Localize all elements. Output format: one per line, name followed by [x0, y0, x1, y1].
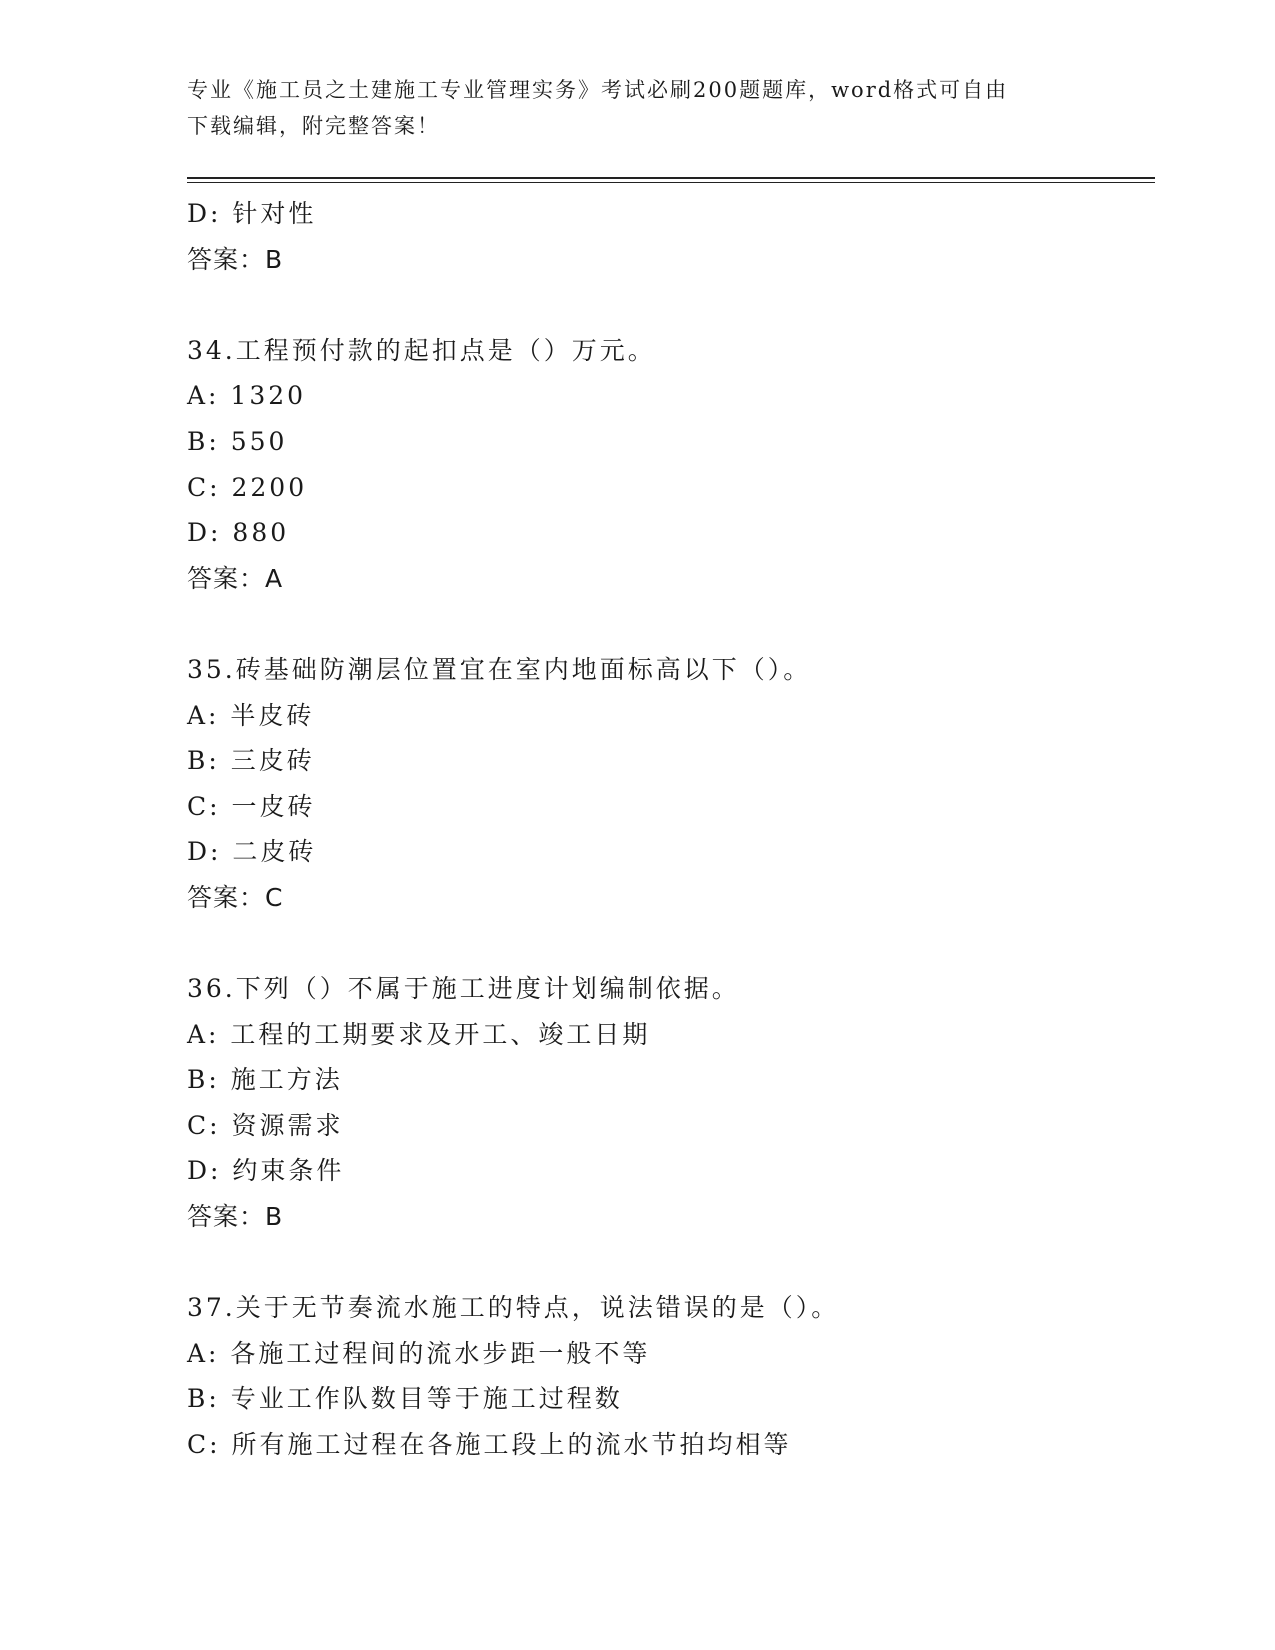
block-gap: [187, 921, 1155, 967]
option-a: A: 各施工过程间的流水步距一般不等: [187, 1338, 651, 1368]
option-a: A: 工程的工期要求及开工、竣工日期: [187, 1019, 651, 1049]
header-line-2: 下载编辑，附完整答案！: [187, 114, 440, 138]
question-list: [187, 191, 1155, 1468]
question-block-36: [187, 966, 1155, 1240]
question-block-37: [187, 1285, 1155, 1467]
question-text: 35.砖基础防潮层位置宜在室内地面标高以下（）。: [187, 654, 812, 684]
option-d: D: 约束条件: [187, 1156, 345, 1186]
option-c: C: 资源需求: [187, 1110, 344, 1140]
option-c: C: 所有施工过程在各施工段上的流水节拍均相等: [187, 1430, 792, 1460]
block-gap: [187, 601, 1155, 647]
answer-label: 答案：B: [187, 244, 284, 274]
document-header: [187, 72, 1087, 144]
option-b: B: 550: [187, 426, 288, 456]
block-gap: [187, 282, 1155, 328]
question-text: 37.关于无节奏流水施工的特点，说法错误的是（）。: [187, 1293, 840, 1323]
option-d: D: 针对性: [187, 199, 317, 228]
header-divider-thin: [187, 182, 1155, 183]
option-b: B: 三皮砖: [187, 746, 315, 776]
answer-label: 答案：B: [187, 1202, 284, 1232]
question-text: 36.下列（）不属于施工进度计划编制依据。: [187, 974, 740, 1004]
header-divider-thick: [187, 177, 1155, 179]
option-d: D: 二皮砖: [187, 837, 317, 867]
answer-label: 答案：C: [187, 882, 284, 912]
option-c: C: 一皮砖: [187, 791, 316, 821]
option-d: D: 880: [187, 518, 290, 548]
question-block-35: [187, 647, 1155, 921]
option-b: B: 施工方法: [187, 1065, 343, 1095]
option-b: B: 专业工作队数目等于施工过程数: [187, 1384, 623, 1414]
option-a: A: 半皮砖: [187, 700, 315, 730]
option-c: C: 2200: [187, 472, 308, 502]
question-block-34: [187, 328, 1155, 602]
option-a: A: 1320: [187, 381, 307, 411]
block-gap: [187, 1240, 1155, 1286]
answer-label: 答案：A: [187, 563, 284, 593]
question-text: 34.工程预付款的起扣点是（）万元。: [187, 335, 656, 365]
header-line-1: 专业《施工员之土建施工专业管理实务》考试必刷200题题库，word格式可自由: [187, 78, 1009, 102]
question-block-33: [187, 191, 1155, 282]
